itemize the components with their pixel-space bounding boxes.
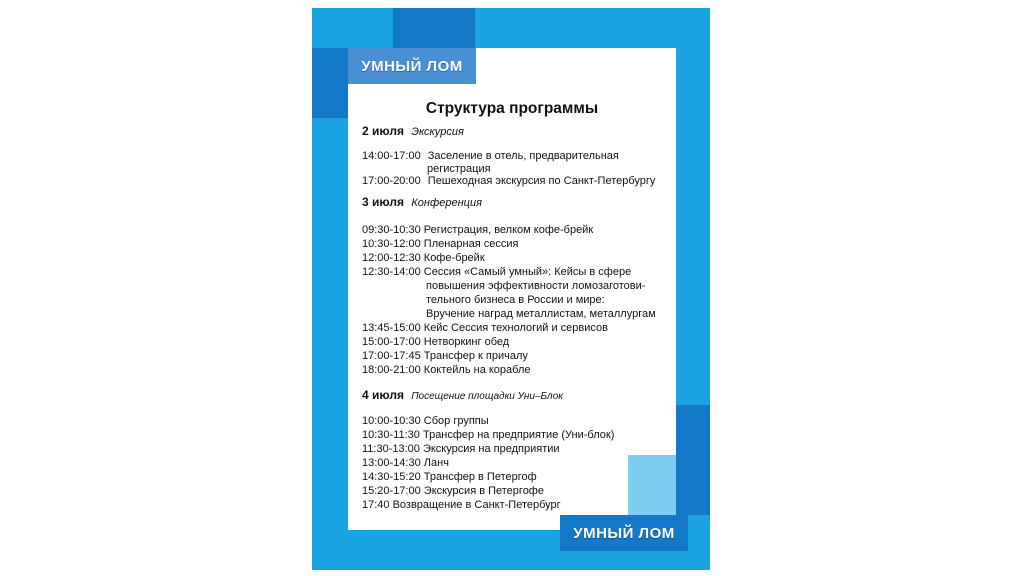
schedule-item-cont: тельного бизнеса в России и мире: <box>426 294 605 306</box>
decor-square <box>628 455 676 515</box>
schedule-item: 10:30-12:00 Пленарная сессия <box>362 238 519 250</box>
day-label: Посещение площадки Уни–Блок <box>411 391 563 402</box>
logo-bottom: УМНЫЙ ЛОМ <box>560 515 688 551</box>
decor-square <box>393 8 475 48</box>
schedule-item: 17:00-20:00 Пешеходная экскурсия по Санкт-Петербургу <box>362 175 656 187</box>
schedule-item: 09:30-10:30 Регистрация, велком кофе-брейк <box>362 224 594 236</box>
day-heading <box>362 124 464 138</box>
schedule-item: 10:30-11:30 Трансфер на предприятие (Уни-блок) <box>362 429 615 441</box>
day-heading <box>362 195 482 209</box>
logo-top: УМНЫЙ ЛОМ <box>348 48 476 84</box>
page-title: Структура программы <box>425 100 599 117</box>
schedule-item: 12:30-14:00 Сессия «Самый умный»: Кейсы в сфере <box>362 266 632 278</box>
schedule-item: 15:20-17:00 Экскурсия в Петергофе <box>362 485 544 497</box>
schedule-item: 10:00-10:30 Сбор группы <box>362 415 489 427</box>
schedule-item-cont: повышения эффективности ломозаготови- <box>426 280 646 292</box>
day-label: Экскурсия <box>411 126 464 138</box>
schedule-item: 13:00-14:30 Ланч <box>362 457 449 469</box>
schedule-item: 11:30-13:00 Экскурсия на предприятии <box>362 443 560 455</box>
schedule-item: 15:00-17:00 Нетворкинг обед <box>362 336 510 348</box>
schedule-item: 17:00-17:45 Трансфер к причалу <box>362 350 528 362</box>
decor-square <box>312 48 348 118</box>
schedule-item: 12:00-12:30 Кофе-брейк <box>362 252 485 264</box>
schedule-item: 13:45-15:00 Кейс Сессия технологий и сервисов <box>362 322 608 334</box>
day-date: 4 июля <box>362 388 404 402</box>
schedule-item: 14:00-17:00 Заселение в отель, предварительная <box>362 150 619 162</box>
schedule-item: 18:00-21:00 Коктейль на корабле <box>362 364 531 376</box>
decor-square <box>676 405 710 515</box>
schedule-item-cont: Вручение наград металлистам, металлургам <box>426 308 656 320</box>
schedule-item: 17:40 Возвращение в Санкт-Петербург <box>362 499 561 511</box>
day-date: 3 июля <box>362 195 404 209</box>
schedule-item: 14:30-15:20 Трансфер в Петергоф <box>362 471 537 483</box>
schedule-item-cont: регистрация <box>427 163 491 175</box>
day-date: 2 июля <box>362 124 404 138</box>
day-label: Конференция <box>411 197 482 209</box>
day-heading <box>362 388 563 402</box>
